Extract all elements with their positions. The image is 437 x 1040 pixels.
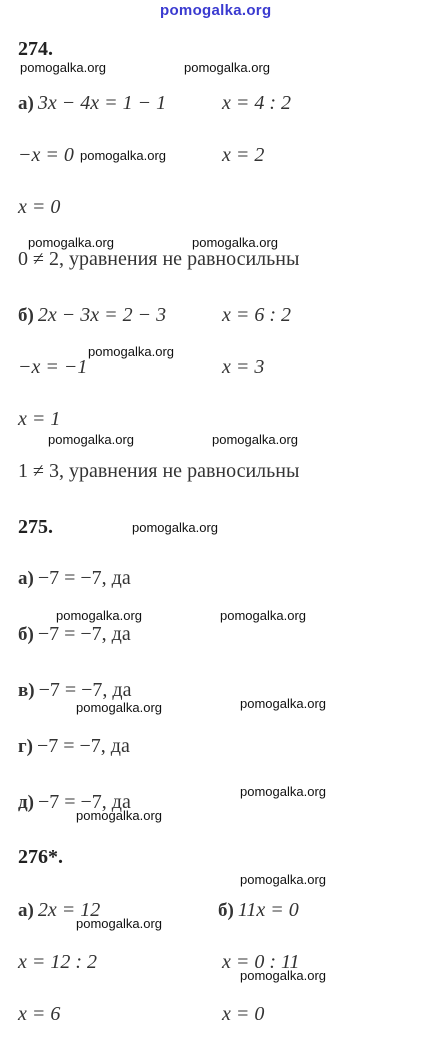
watermark: pomogalka.org — [184, 60, 270, 75]
t274-b-conclusion: 1 ≠ 3, уравнения не равносильны — [18, 460, 300, 482]
t274-a-eq2: x = 4 : 2 — [222, 92, 292, 114]
t275-item-b-text: −7 = −7, да — [37, 623, 131, 645]
watermark: pomogalka.org — [76, 808, 162, 823]
watermark: pomogalka.org — [240, 696, 326, 711]
t274-a-eq1-row — [18, 92, 166, 115]
watermark: pomogalka.org — [48, 432, 134, 447]
t274-a-eq4: x = 2 — [222, 144, 265, 166]
t274-a-conclusion: 0 ≠ 2, уравнения не равносильны — [18, 248, 300, 270]
t275-item-g-label: г) — [18, 736, 33, 757]
task-274-header: 274. — [18, 38, 53, 60]
watermark: pomogalka.org — [132, 520, 218, 535]
watermark: pomogalka.org — [240, 872, 326, 887]
watermark-top: pomogalka.org — [160, 2, 272, 19]
t276-b-eq3: x = 0 — [222, 1003, 265, 1025]
t275-item-g-text: −7 = −7, да — [36, 735, 130, 757]
watermark: pomogalka.org — [80, 148, 166, 163]
watermark: pomogalka.org — [76, 700, 162, 715]
watermark: pomogalka.org — [20, 60, 106, 75]
t276-b-eq1: 11x = 0 — [237, 899, 299, 921]
t274-b-eq1-row — [18, 304, 166, 327]
watermark: pomogalka.org — [76, 916, 162, 931]
t275-item-v — [18, 679, 131, 702]
t276-b-eq1-row — [218, 899, 299, 922]
t275-item-a — [18, 567, 131, 590]
watermark: pomogalka.org — [88, 344, 174, 359]
watermark: pomogalka.org — [220, 608, 306, 623]
t274-b-label: б) — [18, 305, 34, 326]
t275-item-a-text: −7 = −7, да — [37, 567, 131, 589]
t274-a-eq5: x = 0 — [18, 196, 61, 218]
watermark: pomogalka.org — [56, 608, 142, 623]
task-276-header: 276*. — [18, 846, 63, 868]
t275-item-d-label: д) — [18, 792, 34, 813]
t276-a-eq3: x = 6 — [18, 1003, 61, 1025]
t276-a-eq2: x = 12 : 2 — [18, 951, 98, 973]
task-275-header: 275. — [18, 516, 53, 538]
watermark: pomogalka.org — [192, 235, 278, 250]
t275-item-d-text: −7 = −7, да — [37, 791, 131, 813]
watermark: pomogalka.org — [240, 784, 326, 799]
t275-item-v-text: −7 = −7, да — [38, 679, 132, 701]
t275-item-b-label: б) — [18, 624, 34, 645]
t275-item-a-label: а) — [18, 568, 34, 589]
t274-b-eq3: −x = −1 — [18, 356, 88, 378]
t276-b-label: б) — [218, 900, 234, 921]
t276-a-eq1: 2x = 12 — [37, 899, 101, 921]
t275-item-v-label: в) — [18, 680, 35, 701]
t275-item-b — [18, 623, 131, 646]
t274-b-eq1: 2x − 3x = 2 − 3 — [37, 304, 167, 326]
watermark: pomogalka.org — [28, 235, 114, 250]
t275-item-g — [18, 735, 130, 758]
t274-b-eq2: x = 6 : 2 — [222, 304, 292, 326]
t274-b-eq4: x = 3 — [222, 356, 265, 378]
t276-b-eq2: x = 0 : 11 — [222, 951, 300, 973]
t274-b-eq5: x = 1 — [18, 408, 61, 430]
t274-a-eq3: −x = 0 — [18, 144, 74, 166]
t274-a-eq1: 3x − 4x = 1 − 1 — [37, 92, 167, 114]
watermark: pomogalka.org — [240, 968, 326, 983]
t276-a-label: а) — [18, 900, 34, 921]
t274-a-label: а) — [18, 93, 34, 114]
watermark: pomogalka.org — [212, 432, 298, 447]
